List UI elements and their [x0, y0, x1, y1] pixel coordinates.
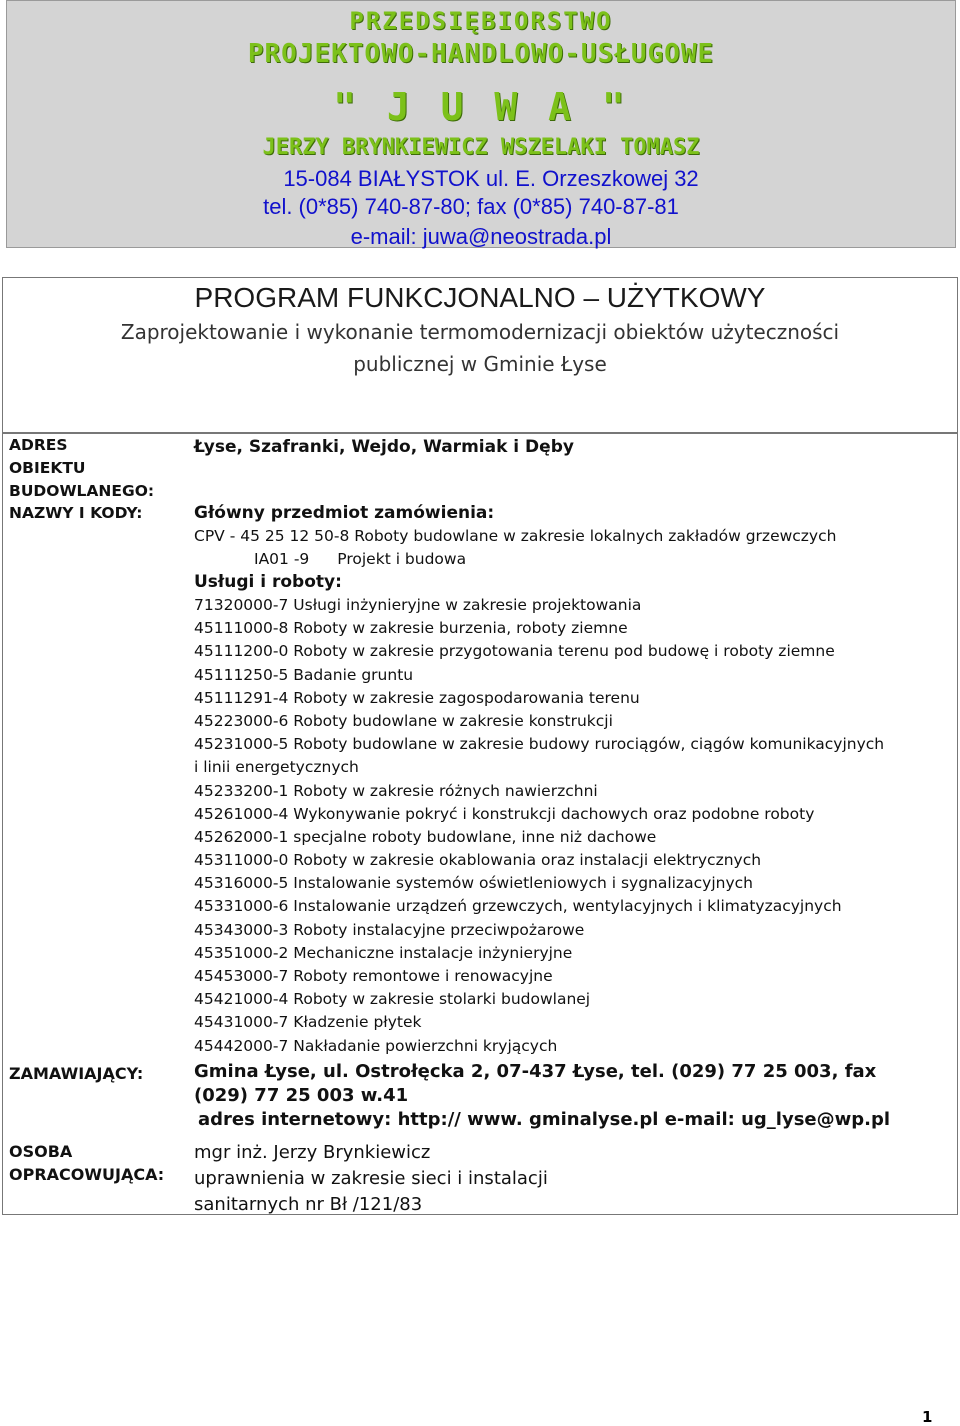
osoba-label: [9, 1140, 164, 1186]
osoba-line-3: sanitarnych nr Bł /121/83: [194, 1194, 423, 1215]
nazwy-value: [194, 502, 884, 1058]
company-address: 15-084 BIAŁYSTOK ul. E. Orzeszkowej 32: [283, 166, 699, 191]
main-subject-heading: Główny przedmiot zamówienia:: [194, 503, 495, 523]
company-type-line: PRZEDSIĘBIORSTWO: [349, 7, 613, 35]
service-item: 45442000-7 Nakładanie powierzchni kryjących: [194, 1036, 558, 1055]
company-email: e-mail: juwa@neostrada.pl: [350, 224, 612, 249]
service-item: 45453000-7 Roboty remontowe i renowacyjne: [194, 967, 553, 985]
service-item: 45231000-5 Roboty budowlane w zakresie budowy rurociągów, ciągów komunikacyjnych: [194, 735, 885, 754]
zamawiajacy-line-1: Gmina Łyse, ul. Ostrołęcka 2, 07-437 Łyse, tel. (029) 77 25 003, fax: [194, 1061, 877, 1082]
document-subtitle-line-2: publicznej w Gminie Łyse: [353, 352, 607, 376]
company-name: " J U W A ": [333, 85, 629, 129]
document-title: PROGRAM FUNKCJONALNO – UŻYTKOWY: [194, 282, 766, 313]
document-subtitle: [3, 316, 957, 380]
service-item: 45261000-4 Wykonywanie pokryć i konstrukcji dachowych oraz podobne roboty: [194, 804, 815, 823]
service-item: 45311000-0 Roboty w zakresie okablowania oraz instalacji elektrycznych: [194, 851, 762, 870]
osoba-label-line-2: OPRACOWUJĄCA:: [9, 1165, 165, 1184]
zamawiajacy-line-2: (029) 77 25 003 w.41: [194, 1085, 409, 1106]
service-item: 45111200-0 Roboty w zakresie przygotowania terenu pod budowę i roboty ziemne: [194, 642, 835, 661]
osoba-label-line-1: OSOBA: [9, 1142, 73, 1161]
service-item: 45262000-1 specjalne roboty budowlane, inne niż dachowe: [194, 827, 657, 846]
service-item: 45343000-3 Roboty instalacyjne przeciwpożarowe: [194, 920, 585, 939]
services-list: [194, 594, 884, 1058]
company-activity-line: PROJEKTOWO-HANDLOWO-USŁUGOWE: [247, 39, 715, 69]
zamawiajacy-line-3: adres internetowy: http:// www. gminalyse.pl e-mail: ug_lyse@wp.pl: [198, 1109, 891, 1130]
service-item: 45111291-4 Roboty w zakresie zagospodarowania terenu: [194, 688, 640, 707]
service-item: 45111000-8 Roboty w zakresie burzenia, roboty ziemne: [194, 619, 628, 638]
ia-text: Projekt i budowa: [337, 550, 467, 568]
page-number: 1: [922, 1408, 933, 1426]
nazwy-label: NAZWY I KODY:: [9, 504, 143, 522]
service-item: 45421000-4 Roboty w zakresie stolarki budowlanej: [194, 990, 591, 1009]
company-header: [6, 0, 956, 248]
ia-code-row: [194, 548, 884, 571]
service-item: 45233200-1 Roboty w zakresie różnych nawierzchni: [194, 781, 598, 800]
zamawiajacy-value: [194, 1060, 952, 1132]
company-phone: tel. (0*85) 740-87-80; fax (0*85) 740-87-81: [263, 194, 679, 219]
adres-label-line-1: ADRES: [9, 436, 68, 454]
osoba-line-2: uprawnienia w zakresie sieci i instalacji: [194, 1168, 548, 1189]
service-item: 71320000-7 Usługi inżynieryjne w zakresie projektowania: [194, 596, 642, 614]
document-title-box: [2, 277, 958, 433]
adres-label-line-2: OBIEKTU: [9, 459, 86, 477]
adres-value: Łyse, Szafranki, Wejdo, Warmiak i Dęby: [194, 437, 574, 457]
service-item: 45111250-5 Badanie gruntu: [194, 665, 414, 684]
service-item: 45351000-2 Mechaniczne instalacje inżynieryjne: [194, 943, 573, 962]
service-item: 45316000-5 Instalowanie systemów oświetleniowych i sygnalizacyjnych: [194, 874, 753, 893]
document-subtitle-line-1: Zaprojektowanie i wykonanie termomodernizacji obiektów użyteczności: [120, 320, 840, 344]
cpv-code: CPV - 45 25 12 50-8 Roboty budowlane w zakresie lokalnych zakładów grzewczych: [194, 527, 837, 545]
company-owners-line: JERZY BRYNKIEWICZ WSZELAKI TOMASZ: [262, 135, 700, 160]
project-info-table: [2, 433, 958, 1215]
osoba-value: [194, 1140, 548, 1218]
service-item: 45431000-7 Kładzenie płytek: [194, 1013, 422, 1032]
services-heading: Usługi i roboty:: [194, 572, 342, 592]
service-item: 45223000-6 Roboty budowlane w zakresie konstrukcji: [194, 711, 613, 730]
osoba-line-1: mgr inż. Jerzy Brynkiewicz: [194, 1142, 431, 1163]
zamawiajacy-label: ZAMAWIAJĄCY:: [9, 1064, 144, 1083]
adres-label: [9, 434, 154, 503]
ia-code: IA01 -9: [254, 550, 310, 568]
service-item: 45331000-6 Instalowanie urządzeń grzewczych, wentylacyjnych i klimatyzacyjnych: [194, 897, 842, 916]
service-item: i linii energetycznych: [194, 758, 359, 777]
adres-label-line-3: BUDOWLANEGO:: [9, 482, 155, 500]
